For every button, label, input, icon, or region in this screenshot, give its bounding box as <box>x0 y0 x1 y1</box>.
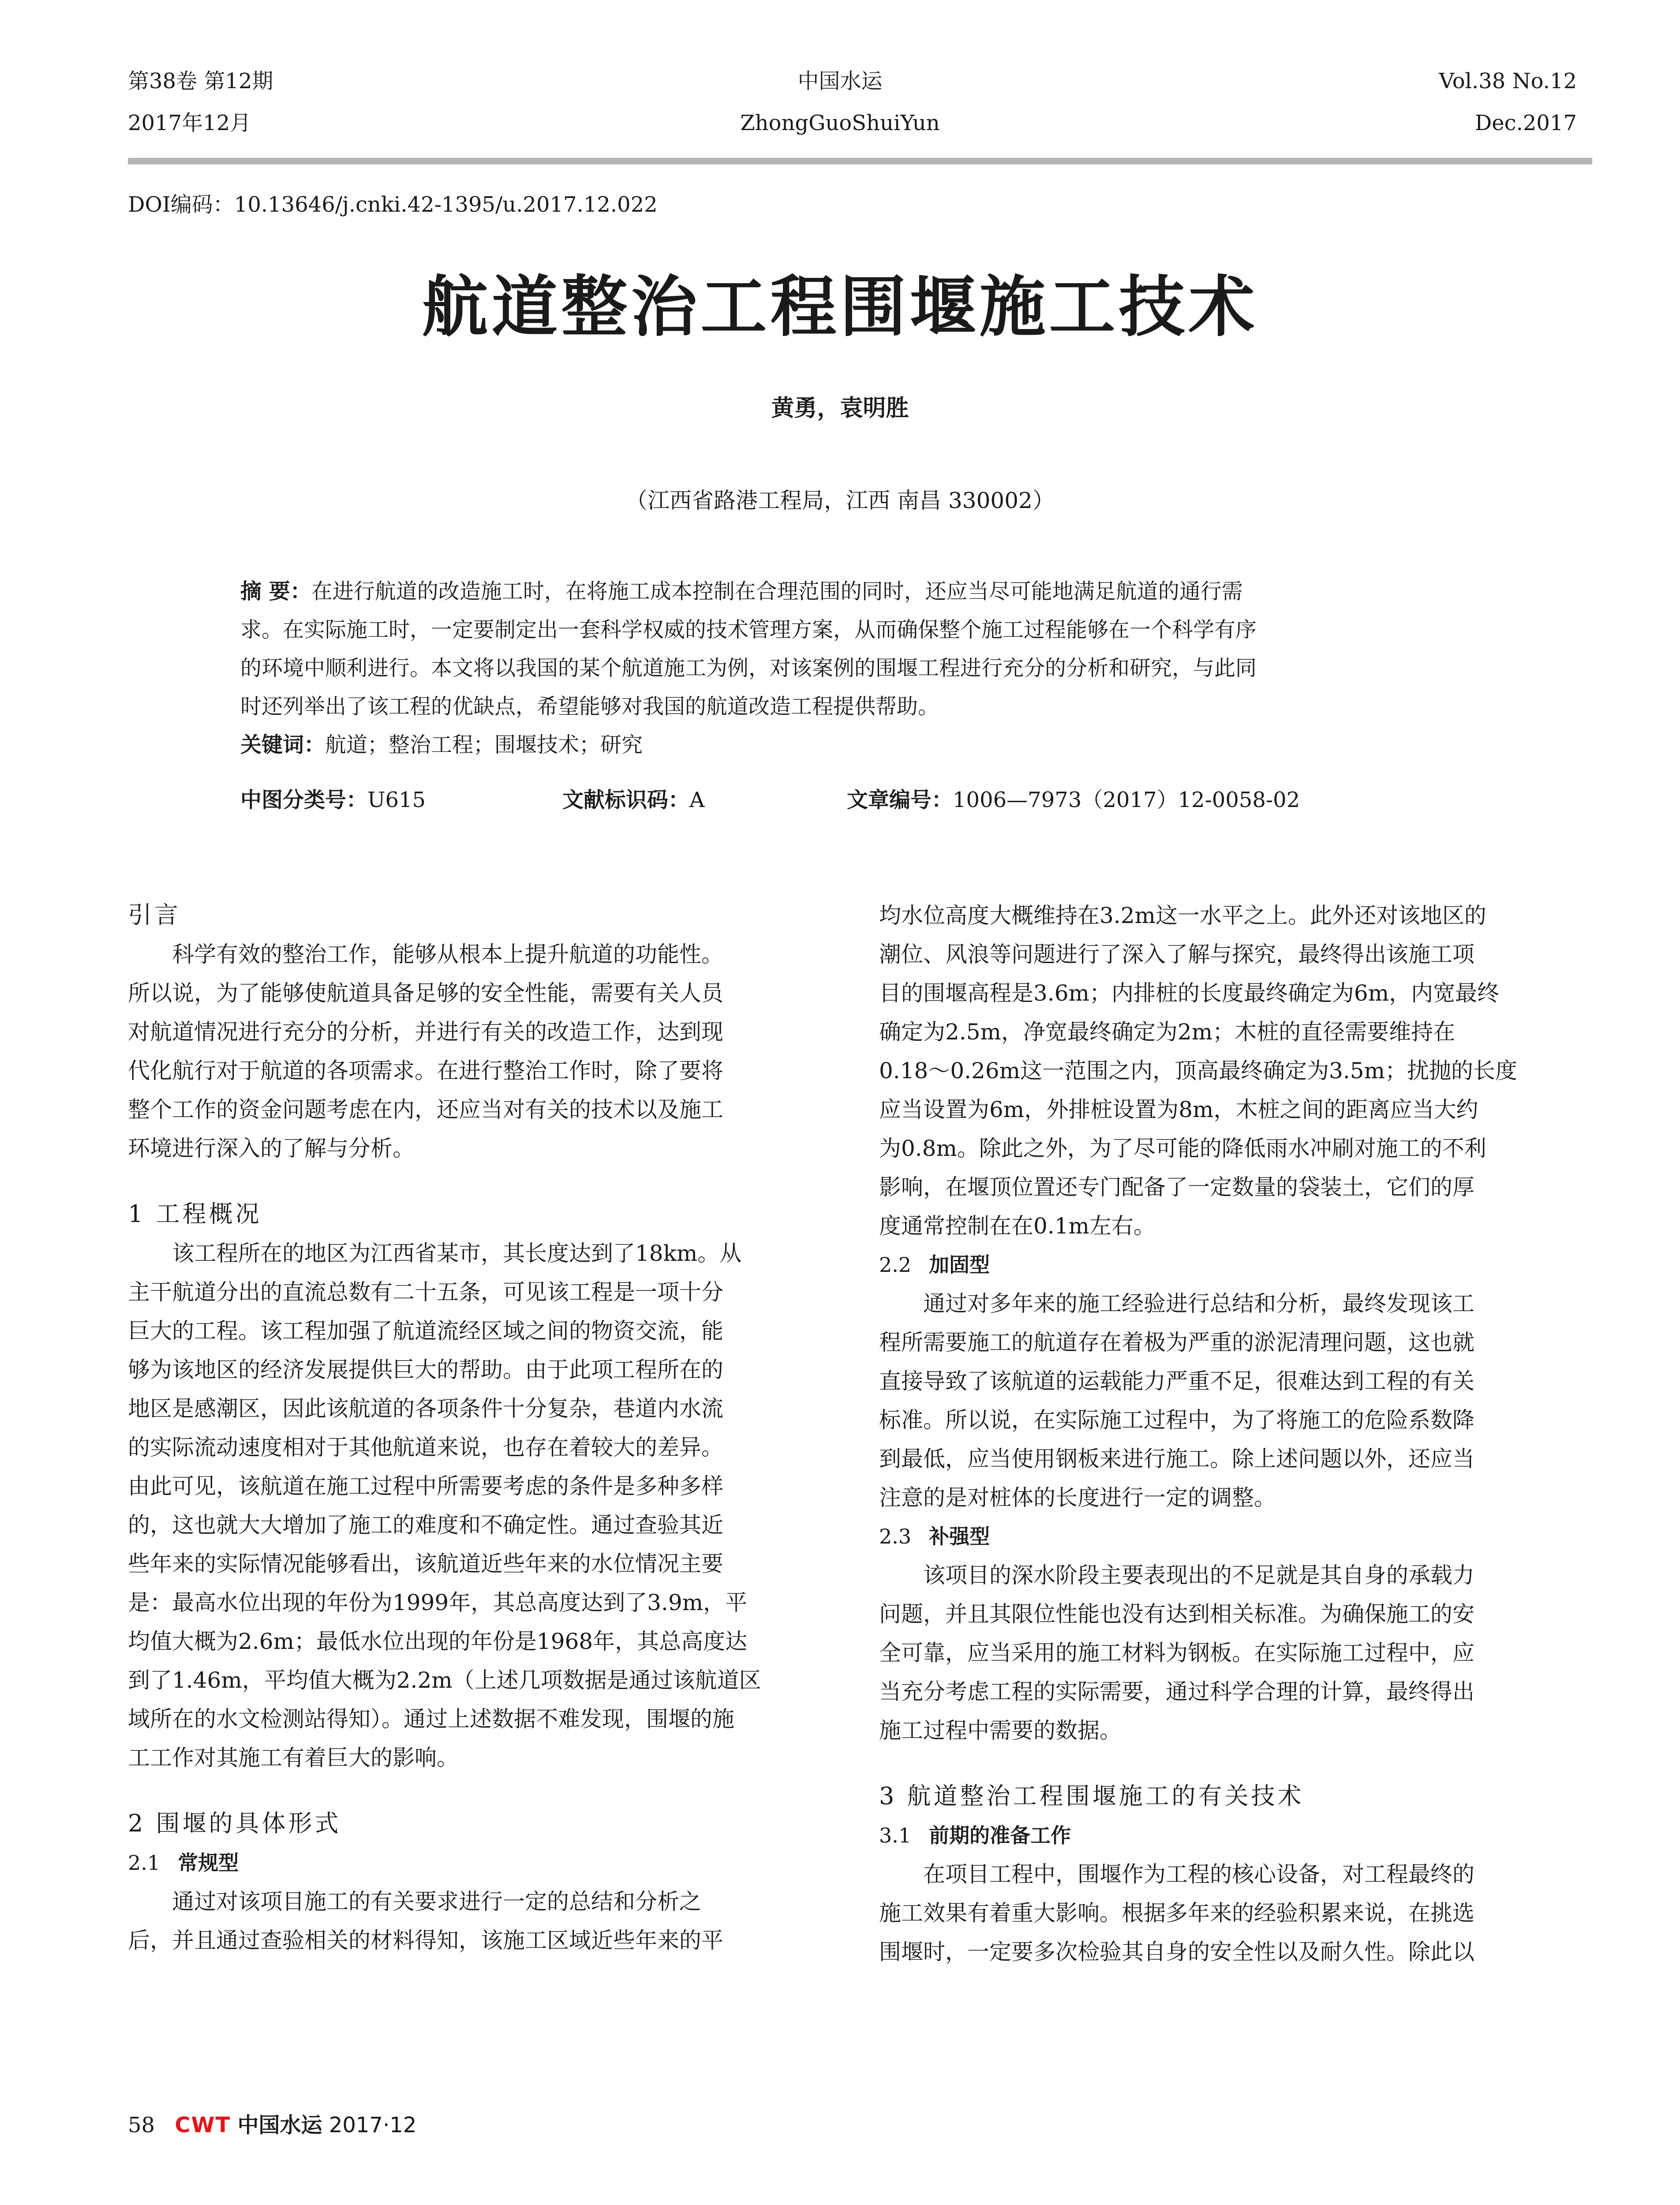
text-line: 巨大的工程。该工程加强了航道流经区域之间的物资交流，能 <box>128 1318 723 1344</box>
header-date: 2017年12月 <box>128 111 251 135</box>
subsection-number: 3.1 <box>879 1824 912 1847</box>
text-line: 通过对多年来的施工经验进行总结和分析，最终发现该工 <box>923 1291 1474 1316</box>
abstract-text: 在进行航道的改造施工时，在将施工成本控制在合理范围的同时，还应当尽可能地满足航道的通行需 <box>311 579 1243 604</box>
text-line: 到了1.46m，平均值大概为2.2m（上述几项数据是通过该航道区 <box>128 1667 761 1693</box>
abstract-line: 的环境中顺利进行。本文将以我国的某个航道施工为例，对该案例的围堰工程进行充分的分析和研究，与此同 <box>240 656 1257 680</box>
text-line: 全可靠，应当采用的施工材料为钢板。在实际施工过程中，应 <box>879 1640 1474 1666</box>
text-line: 的，这也就大大增加了施工的难度和不确定性。通过查验其近 <box>128 1512 723 1538</box>
subsection-heading-2-1 <box>128 1843 816 1882</box>
abstract-line: 求。在实际施工时，一定要制定出一套科学权威的技术管理方案，从而确保整个施工过程能够在一个科学有序 <box>240 617 1257 642</box>
section-heading-2: 2 围堰的具体形式 <box>128 1809 341 1837</box>
text-line: 科学有效的整治工作，能够从根本上提升航道的功能性。 <box>172 942 723 967</box>
subsection-heading-2-3 <box>879 1517 1567 1556</box>
text-line: 主干航道分出的直流总数有二十五条，可见该工程是一项十分 <box>128 1279 723 1305</box>
text-line: 施工过程中需要的数据。 <box>879 1718 1122 1743</box>
text-line: 代化航行对于航道的各项需求。在进行整治工作时，除了要将 <box>128 1058 723 1084</box>
text-line: 施工效果有着重大影响。根据多年来的经验积累来说，在挑选 <box>879 1900 1474 1926</box>
text-line: 环境进行深入的了解与分析。 <box>128 1136 415 1161</box>
abstract-label: 摘 要： <box>240 579 311 604</box>
subsection-heading-3-1 <box>879 1816 1567 1855</box>
text-line: 均水位高度大概维持在3.2m这一水平之上。此外还对该地区的 <box>879 903 1486 928</box>
article-label: 文章编号： <box>847 788 953 812</box>
article-number <box>847 783 1300 813</box>
text-line: 均值大概为2.6m；最低水位出现的年份是1968年，其总高度达 <box>128 1629 748 1654</box>
clc-number <box>240 783 426 813</box>
text-line: 潮位、风浪等问题进行了深入了解与探究，最终得出该施工项 <box>879 942 1474 967</box>
text-line: 由此可见，该航道在施工过程中所需要考虑的条件是多种多样 <box>128 1473 723 1499</box>
left-column <box>128 895 816 1960</box>
affiliation: （江西省路港工程局，江西 南昌 330002） <box>625 488 1055 513</box>
header-volume-en: Vol.38 No.12 <box>1439 69 1577 93</box>
text-line: 度通常控制在在0.1m左右。 <box>879 1213 1156 1239</box>
page-number: 58 <box>128 2113 155 2138</box>
section-heading-1: 1 工程概况 <box>128 1200 262 1228</box>
header-rule <box>128 158 1592 164</box>
text-line: 应当设置为6m，外排桩设置为8m，木桩之间的距离应当大约 <box>879 1097 1478 1122</box>
text-line: 影响，在堰顶位置还专门配备了一定数量的袋装土，它们的厚 <box>879 1174 1474 1200</box>
text-line: 整个工作的资金问题考虑在内，还应当对有关的技术以及施工 <box>128 1097 723 1122</box>
text-line: 注意的是对桩体的长度进行一定的调整。 <box>879 1485 1276 1510</box>
subsection-title: 补强型 <box>929 1525 990 1548</box>
clc-label: 中图分类号： <box>240 788 368 812</box>
text-line: 后，并且通过查验相关的材料得知，该施工区域近些年来的平 <box>128 1928 723 1953</box>
header-journal-name: 中国水运 <box>797 69 883 93</box>
subsection-heading-2-2 <box>879 1245 1567 1284</box>
doc-label: 文献标识码： <box>562 788 690 812</box>
text-line: 在项目工程中，围堰作为工程的核心设备，对工程最终的 <box>923 1861 1474 1887</box>
classification-row <box>240 783 1444 814</box>
text-line: 是：最高水位出现的年份为1999年，其总高度达到了3.9m，平 <box>128 1590 748 1615</box>
keywords-label: 关键词： <box>240 733 326 757</box>
page-footer <box>128 2108 416 2138</box>
text-line: 到最低，应当使用钢板来进行施工。除上述问题以外，还应当 <box>879 1446 1474 1472</box>
cwt-logo: CWT <box>175 2113 231 2138</box>
subsection-number: 2.2 <box>879 1253 912 1277</box>
text-line: 0.18～0.26m这一范围之内，顶高最终确定为3.5m；扰抛的长度 <box>879 1058 1517 1084</box>
footer-issue-date: 2017·12 <box>329 2113 417 2138</box>
text-line: 程所需要施工的航道存在着极为严重的淤泥清理问题，这也就 <box>879 1330 1474 1355</box>
subsection-title: 加固型 <box>929 1253 990 1277</box>
document-code <box>562 783 705 813</box>
text-line: 问题，并且其限位性能也没有达到相关标准。为确保施工的安 <box>879 1601 1474 1627</box>
keywords <box>240 726 1444 764</box>
section-heading-intro: 引言 <box>128 901 181 929</box>
header-volume: 第38卷 第12期 <box>128 69 273 93</box>
text-line: 该工程所在的地区为江西省某市，其长度达到了18km。从 <box>172 1241 742 1266</box>
subsection-title: 前期的准备工作 <box>929 1824 1071 1847</box>
text-line: 够为该地区的经济发展提供巨大的帮助。由于此项工程所在的 <box>128 1357 723 1383</box>
header-date-en: Dec.2017 <box>1474 111 1577 135</box>
text-line: 当充分考虑工程的实际需要，通过科学合理的计算，最终得出 <box>879 1679 1474 1704</box>
header-journal-pinyin: ZhongGuoShuiYun <box>740 111 940 135</box>
abstract-line: 时还列举出了该工程的优缺点，希望能够对我国的航道改造工程提供帮助。 <box>240 694 939 719</box>
text-line: 直接导致了该航道的运载能力严重不足，很难达到工程的有关 <box>879 1368 1474 1394</box>
doi: DOI编码：10.13646/j.cnki.42-1395/u.2017.12.022 <box>128 192 658 217</box>
doc-value: A <box>689 788 705 812</box>
text-line: 所以说，为了能够使航道具备足够的安全性能，需要有关人员 <box>128 980 723 1006</box>
authors: 黄勇，袁明胜 <box>771 395 909 422</box>
text-line: 对航道情况进行充分的分析，并进行有关的改造工作，达到现 <box>128 1019 723 1045</box>
abstract-line <box>240 572 1444 611</box>
subsection-number: 2.1 <box>128 1851 161 1875</box>
keywords-text: 航道；整治工程；围堰技术；研究 <box>325 733 643 757</box>
text-line: 标准。所以说，在实际施工过程中，为了将施工的危险系数降 <box>879 1407 1474 1433</box>
text-line: 为0.8m。除此之外，为了尽可能的降低雨水冲刷对施工的不利 <box>879 1136 1486 1161</box>
clc-value: U615 <box>367 788 426 812</box>
text-line: 目的围堰高程是3.6m；内排桩的长度最终确定为6m，内宽最终 <box>879 980 1500 1006</box>
footer-journal-name: 中国水运 <box>237 2113 322 2138</box>
text-line: 该项目的深水阶段主要表现出的不足就是其自身的承载力 <box>923 1562 1474 1588</box>
article-value: 1006—7973（2017）12-0058-02 <box>953 788 1300 812</box>
paper-title: 航道整治工程围堰施工技术 <box>422 268 1258 346</box>
text-line: 些年来的实际情况能够看出，该航道近些年来的水位情况主要 <box>128 1551 723 1577</box>
subsection-number: 2.3 <box>879 1525 912 1548</box>
text-line: 域所在的水文检测站得知）。通过上述数据不难发现，围堰的施 <box>128 1706 734 1732</box>
section-heading-3: 3 航道整治工程围堰施工的有关技术 <box>879 1782 1304 1810</box>
text-line: 地区是感潮区，因此该航道的各项条件十分复杂，巷道内水流 <box>128 1396 723 1421</box>
text-line: 的实际流动速度相对于其他航道来说，也存在着较大的差异。 <box>128 1435 723 1460</box>
text-line: 确定为2.5m，净宽最终确定为2m；木桩的直径需要维持在 <box>879 1019 1456 1045</box>
subsection-title: 常规型 <box>178 1851 239 1875</box>
text-line: 工工作对其施工有着巨大的影响。 <box>128 1745 459 1771</box>
abstract <box>240 572 1444 764</box>
right-column <box>879 896 1567 1971</box>
text-line: 通过对该项目施工的有关要求进行一定的总结和分析之 <box>172 1889 701 1914</box>
text-line: 围堰时，一定要多次检验其自身的安全性以及耐久性。除此以 <box>879 1939 1474 1965</box>
